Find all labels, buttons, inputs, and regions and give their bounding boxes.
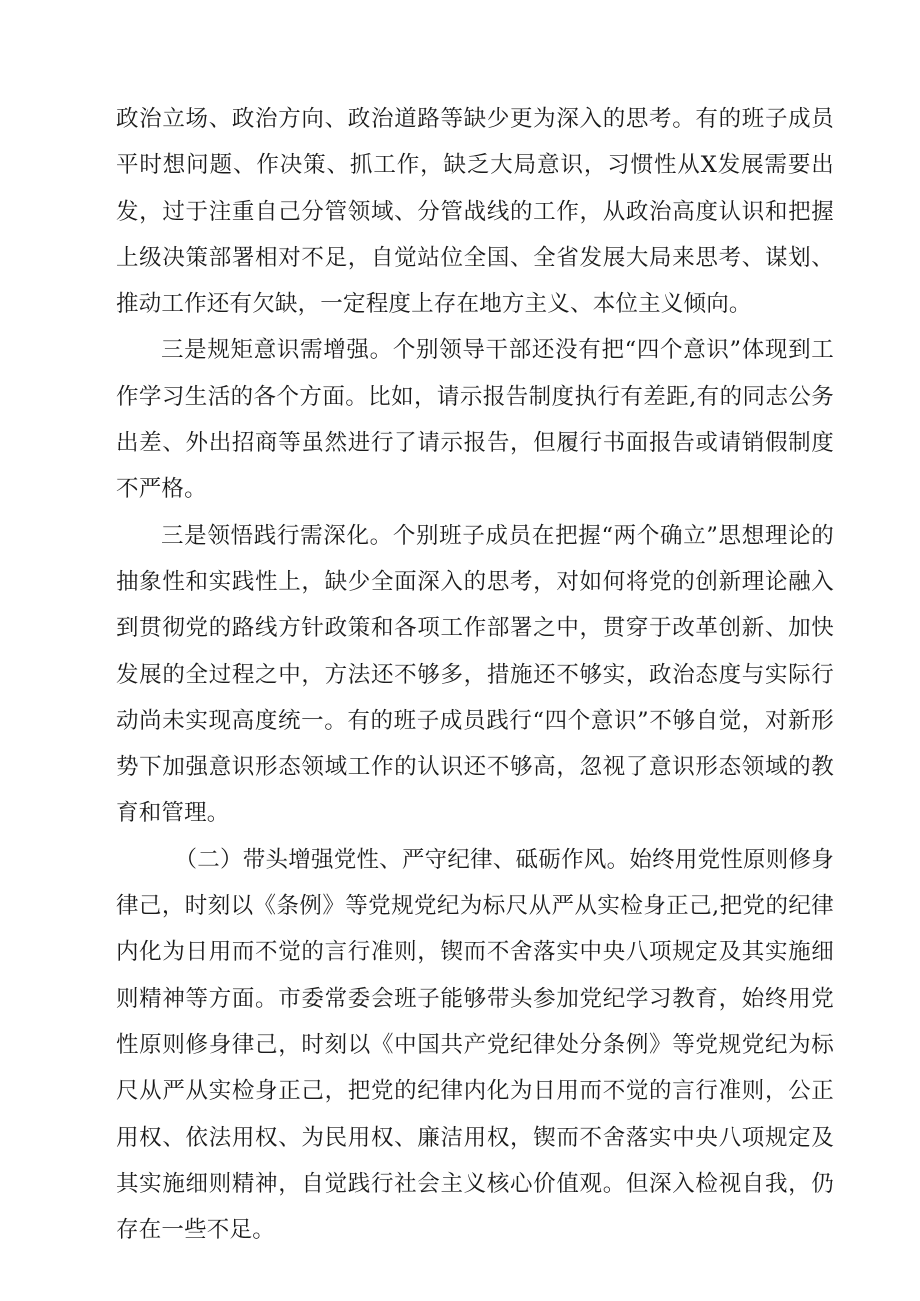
- paragraph-continuation: 政治立场、政治方向、政治道路等缺少更为深入的思考。有的班子成员平时想问题、作决策、抓工作，缺乏大局意识，习惯性从X发展需要出发，过于注重自己分管领域、分管战线的工作，从政治高度认识和把握上级决策部署相对不足，自觉站位全国、全省发展大局来思考、谋划、推动工作还有欠缺，一定程度上存在地方主义、本位主义倾向。: [116, 106, 834, 318]
- paragraph-practice-deepening: 三是领悟践行需深化。个别班子成员在把握“两个确立”思想理论的抽象性和实践性上，缺少全面深入的思考，对如何将党的创新理论融入到贯彻党的路线方针政策和各项工作部署之中，贯穿于改革创新、加快发展的全过程之中，方法还不够多，措施还不够实，政治态度与实际行动尚未实现高度统一。有的班子成员践行“四个意识”不够自觉，对新形势下加强意识形态领域工作的认识还不够高，忽视了意识形态领域的教育和管理。: [116, 522, 834, 827]
- paragraph-section-two: （二）带头增强党性、严守纪律、砥砺作风。始终用党性原则修身律己，时刻以《条例》等党规党纪为标尺从严从实检身正己,把党的纪律内化为日用而不觉的言行准则，锲而不舍落实中央八项规定及其实施细则精神等方面。市委常委会班子能够带头参加党纪学习教育，始终用党性原则修身律己，时刻以《中国共产党纪律处分条例》等党规党纪为标尺从严从实检身正己，把党的纪律内化为日用而不觉的言行准则，公正用权、依法用权、为民用权、廉洁用权，锲而不舍落实中央八项规定及其实施细则精神，自觉践行社会主义核心价值观。但深入检视自我，仍存在一些不足。: [116, 846, 834, 1244]
- paragraph-rules-awareness: 三是规矩意识需增强。个别领导干部还没有把“四个意识”体现到工作学习生活的各个方面。比如，请示报告制度执行有差距,有的同志公务出差、外出招商等虽然进行了请示报告，但履行书面报告或请销假制度不严格。: [116, 337, 834, 503]
- document-page: [116, 96, 834, 1253]
